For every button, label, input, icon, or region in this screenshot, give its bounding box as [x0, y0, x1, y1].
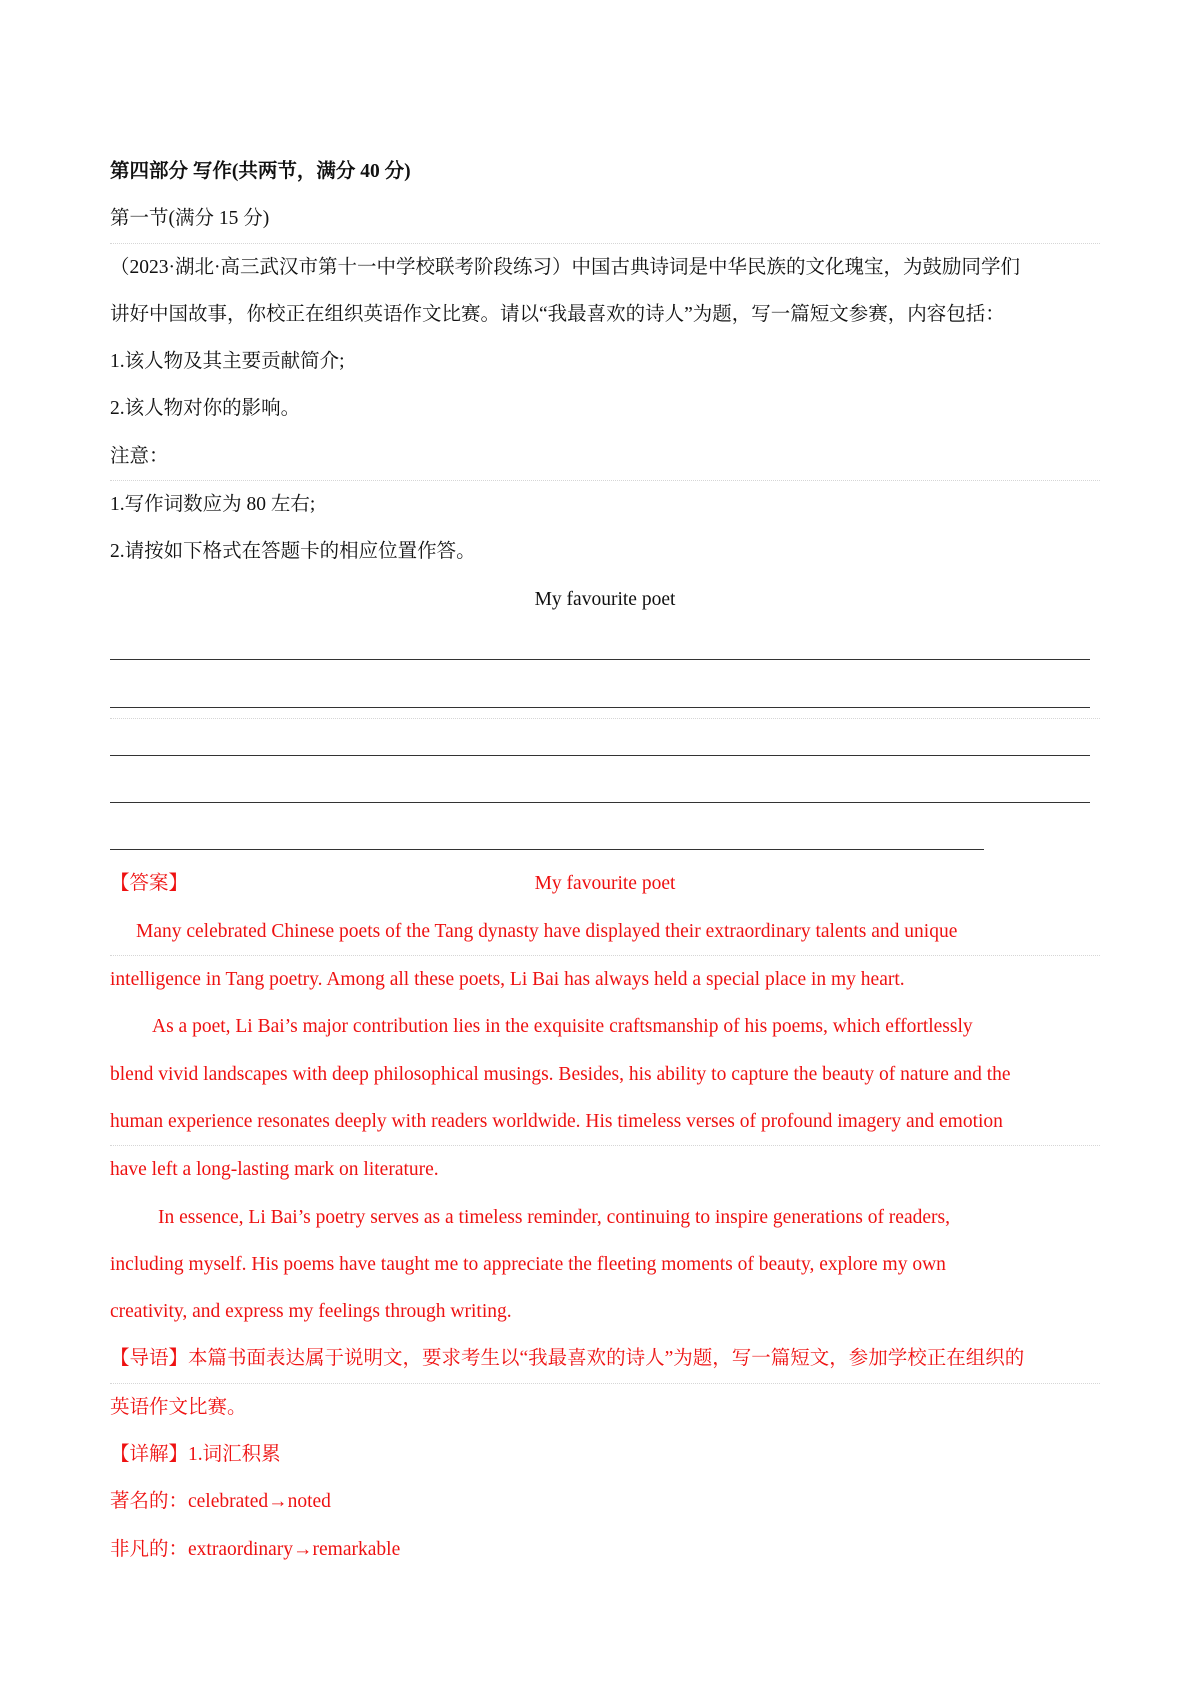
answer-blank-line	[110, 813, 1100, 860]
prompt-line: 2.请按如下格式在答题卡的相应位置作答。	[110, 541, 476, 563]
answer-line: including myself. His poems have taught me to appreciate the fleeting moments of beauty, explore my own	[110, 1253, 946, 1275]
answer-blank-line	[110, 623, 1100, 670]
guide-line: 【导语】本篇书面表达属于说明文，要求考生以“我最喜欢的诗人”为题，写一篇短文，参加学校正在组织的	[110, 1335, 1100, 1383]
prompt-line: 2.该人物对你的影响。	[110, 398, 301, 420]
answer-label: 【答案】	[110, 873, 189, 895]
prompt-line: 1.写作词数应为 80 左右;	[110, 494, 316, 516]
prompt-line: （2023·湖北·高三武汉市第十一中学校联考阶段练习）中国古典诗词是中华民族的文化瑰宝，为鼓励同学们	[110, 256, 1020, 278]
prompt-line: 讲好中国故事，你校正在组织英语作文比赛。请以“我最喜欢的诗人”为题，写一篇短文参赛，内容包括：	[110, 303, 1005, 325]
answer-blank-line	[110, 670, 1100, 718]
answer-line: In essence, Li Bai’s poetry serves as a timeless reminder, continuing to inspire generations of readers,	[158, 1206, 950, 1228]
detail-item: 著名的：celebrated→noted	[110, 1491, 331, 1513]
answer-header	[110, 860, 1100, 907]
answer-line: creativity, and express my feelings through writing.	[110, 1301, 512, 1323]
detail-label: 【详解】1.词汇积累	[110, 1444, 281, 1466]
answer-line: human experience resonates deeply with readers worldwide. His timeless verses of profound imagery and emotion	[110, 1098, 1100, 1146]
document-page	[110, 148, 1100, 1573]
prompt-line: 注意：	[110, 433, 1100, 481]
answer-essay-title: My favourite poet	[534, 873, 676, 895]
answer-line: Many celebrated Chinese poets of the Tang dynasty have displayed their extraordinary talents and unique	[110, 908, 1100, 956]
answer-blank-line	[110, 766, 1100, 813]
answer-line: intelligence in Tang poetry. Among all these poets, Li Bai has always held a special place in my heart.	[110, 969, 905, 991]
guide-line: 英语作文比赛。	[110, 1396, 247, 1418]
detail-item: 非凡的：extraordinary→remarkable	[110, 1538, 401, 1560]
prompt-line: 1.该人物及其主要贡献简介;	[110, 351, 345, 373]
answer-blank-line	[110, 719, 1100, 766]
answer-line: blend vivid landscapes with deep philosophical musings. Besides, his ability to capture the beauty of nature and the	[110, 1063, 1011, 1085]
answer-line: As a poet, Li Bai’s major contribution lies in the exquisite craftsmanship of his poems, which effortlessly	[152, 1016, 973, 1038]
section-title: 第四部分 写作(共两节，满分 40 分)	[110, 161, 411, 182]
essay-title: My favourite poet	[534, 588, 676, 610]
answer-line: have left a long-lasting mark on literature.	[110, 1159, 439, 1181]
subsection-title: 第一节(满分 15 分)	[110, 195, 1100, 243]
